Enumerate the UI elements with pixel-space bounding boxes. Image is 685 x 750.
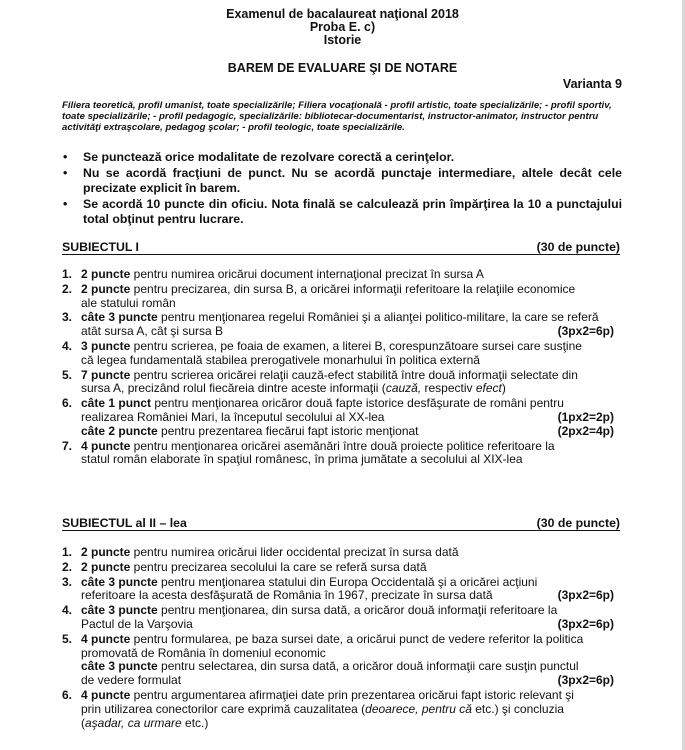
- item-text: că legea fundamentală stabilea prerogativele monarhului în politica externă: [81, 352, 480, 367]
- item-line: [81, 647, 622, 661]
- barem-item: [62, 546, 622, 560]
- italic-text: efect: [475, 381, 502, 396]
- item-text: de vedere formulat: [81, 673, 182, 688]
- item-line: [81, 440, 622, 454]
- exam-title: Examenul de bacalaureat naţional 2018: [226, 7, 459, 21]
- points-label: câte 1 punct: [81, 396, 152, 411]
- item-line: [81, 268, 622, 282]
- item-number: 4.: [62, 338, 73, 353]
- barem-item: [62, 633, 622, 688]
- score-formula: (3px2=6p): [557, 588, 614, 603]
- item-text: prin utilizarea conectorilor care exprimă cauzalitatea (: [81, 701, 366, 716]
- points-label: câte 3 puncte: [81, 659, 158, 674]
- item-number: 6.: [62, 396, 73, 411]
- item-text: realizarea României Mari, la începutul secolului al XX-lea: [81, 409, 385, 424]
- filiera-note: Filiera teoretică, profil umanist, toate specializările; Filiera vocaţională - profil artistic, toate specializările; - profil sportiv, toate specializările; - profil pedagogic, specializările: bibliotecar-documentarist, instructor-animator, instructor pentru activităţi extraşcolare, pedagog şcolar; - profil teologic, toate specializările.: [62, 100, 612, 133]
- item-text: promovată de România în domeniul economic: [81, 645, 326, 660]
- item-text: pentru selectarea, din sursa dată, a oricăror două informaţii care susţin punctul: [157, 659, 579, 674]
- item-line: [81, 297, 622, 311]
- barem-item: [62, 311, 622, 339]
- item-text: sursa A, precizând rolul fiecăreia dintre aceste informaţii (: [81, 381, 386, 396]
- points-label: câte 3 puncte: [81, 574, 158, 589]
- points-label: 4 puncte: [81, 687, 131, 702]
- points-label: 4 puncte: [81, 438, 131, 453]
- general-rules-list: [62, 150, 622, 228]
- item-text: pentru numirea oricărui lider occidental precizat în sursa dată: [130, 545, 459, 559]
- item-text: pentru formularea, pe baza sursei date, a oricărui punct de vedere referitor la politica: [130, 631, 584, 646]
- section-1-header: [62, 240, 620, 255]
- score-formula: (1px2=2p): [557, 409, 614, 424]
- item-number: 3.: [62, 574, 73, 589]
- rule-item: • Nu se acordă fracţiuni de punct. Nu se acordă punctaje intermediare, altele decât cele precizate explicit în barem.: [63, 166, 622, 195]
- item-line: [81, 325, 622, 339]
- item-text: statul român elaborate în spaţiul românesc, în prima jumătate a secolului al XIX-lea: [81, 452, 523, 467]
- barem-item: [62, 268, 622, 282]
- item-text: pentru argumentarea afirmaţiei date prin prezentarea oricărui fapt istoric relevant şi: [130, 687, 574, 702]
- points-label: 3 puncte: [81, 338, 131, 353]
- item-text: pentru precizarea, din sursa B, a oricărei informaţii referitoare la relaţiile economice: [130, 281, 576, 296]
- item-text: atât sursa A, cât şi sursa B: [81, 324, 224, 339]
- item-line: [81, 633, 622, 647]
- item-number: 2.: [62, 559, 73, 574]
- bullet-icon: •: [63, 150, 68, 164]
- points-label: câte 2 puncte: [81, 423, 158, 438]
- item-number: 2.: [62, 281, 73, 296]
- item-line: [81, 660, 622, 674]
- item-line: [81, 689, 622, 703]
- exam-proba: Proba E. c): [309, 20, 376, 34]
- item-line: [81, 703, 622, 717]
- item-number: 5.: [62, 631, 73, 646]
- italic-text: deoarece, pentru că: [365, 701, 472, 716]
- bullet-icon: •: [63, 166, 68, 180]
- points-label: 2 puncte: [81, 267, 131, 281]
- rule-item: • Se punctează orice modalitate de rezolvare corectă a cerinţelor.: [63, 150, 455, 164]
- exam-subject: Istorie: [323, 33, 362, 47]
- item-text: (: [81, 715, 85, 730]
- barem-item: [62, 397, 622, 438]
- barem-item: [62, 340, 622, 368]
- points-label: 2 puncte: [81, 559, 131, 574]
- points-label: 2 puncte: [81, 545, 131, 559]
- varianta-label: Varianta 9: [562, 77, 622, 91]
- item-text: ): [501, 381, 506, 396]
- item-text: etc.): [181, 715, 209, 730]
- barem-item: [62, 369, 622, 397]
- barem-item: [62, 576, 622, 604]
- section-2-header: [62, 516, 620, 531]
- item-text: pentru precizarea secolului la care se referă sursa dată: [130, 559, 427, 574]
- points-label: 2 puncte: [81, 281, 131, 296]
- barem-item: [62, 689, 622, 730]
- item-text: etc.) şi concluzia: [471, 701, 564, 716]
- score-formula: (3px2=6p): [557, 673, 614, 688]
- item-text: pentru menţionarea, din sursa dată, a oricăror două informaţii referitoare la: [157, 603, 558, 618]
- item-number: 7.: [62, 438, 73, 453]
- item-line: [81, 589, 622, 603]
- item-number: 5.: [62, 367, 73, 382]
- bullet-icon: •: [63, 197, 68, 211]
- section-2-title: SUBIECTUL al II – lea: [62, 516, 187, 530]
- points-label: câte 3 puncte: [81, 603, 158, 618]
- section-1-points: (30 de puncte): [536, 240, 620, 254]
- barem-title: BAREM DE EVALUARE ŞI DE NOTARE: [227, 61, 458, 75]
- italic-text: cauză,: [385, 381, 425, 396]
- item-line: [81, 576, 622, 590]
- item-line: [81, 674, 622, 688]
- item-text: pentru prezentarea fiecărui fapt istoric menţionat: [157, 423, 419, 438]
- points-label: câte 3 puncte: [81, 310, 158, 325]
- score-formula: (3px2=6p): [557, 616, 614, 631]
- item-line: [81, 546, 622, 560]
- item-text: pentru menţionarea statului din Europa Occidentală şi a oricărei acţiuni: [157, 574, 538, 589]
- item-line: [81, 604, 622, 618]
- section-1-items: [62, 268, 622, 468]
- item-line: [81, 354, 622, 368]
- section-2-items: [62, 546, 622, 731]
- item-line: [81, 453, 622, 467]
- item-line: [81, 397, 622, 411]
- barem-item: [62, 561, 622, 575]
- item-line: [81, 369, 622, 383]
- item-line: [81, 561, 622, 575]
- item-number: 1.: [62, 545, 73, 559]
- score-formula: (3px2=6p): [557, 324, 614, 339]
- item-line: [81, 283, 622, 297]
- section-1-title: SUBIECTUL I: [62, 240, 139, 254]
- item-line: [81, 411, 622, 425]
- item-text: pentru scrierea oricărei relaţii cauză-efect stabilită între două informaţii selectate din: [130, 367, 578, 382]
- item-text: pentru menţionarea oricăror două fapte istorice desfăşurate de români pentru: [151, 396, 564, 411]
- rule-item: • Se acordă 10 puncte din oficiu. Nota finală se calculează prin împărţirea la 10 a punctajului total obţinut pentru lucrare.: [63, 197, 622, 226]
- score-formula: (2px2=4p): [557, 423, 614, 438]
- item-text: referitoare la acesta desfăşurată de România în 1967, precizate în sursa dată: [81, 588, 493, 603]
- item-line: [81, 311, 622, 325]
- points-label: 7 puncte: [81, 367, 131, 382]
- barem-item: [62, 440, 622, 468]
- item-line: [81, 425, 622, 439]
- item-text: pentru menţionarea regelui României şi a alianţei politico-militare, la care se referă: [157, 310, 599, 325]
- item-number: 1.: [62, 267, 73, 281]
- item-text: pentru menţionarea oricărei asemănări între două proiecte politice referitoare la: [130, 438, 555, 453]
- item-text: respectiv: [424, 381, 476, 396]
- item-number: 6.: [62, 687, 73, 702]
- section-2-points: (30 de puncte): [536, 516, 620, 530]
- item-number: 3.: [62, 310, 73, 325]
- item-text: ale statului român: [81, 295, 176, 310]
- item-line: [81, 382, 622, 396]
- item-text: Pactul de la Varşovia: [81, 616, 193, 631]
- italic-text: aşadar, ca urmare: [85, 715, 182, 730]
- item-line: [81, 340, 622, 354]
- item-line: [81, 618, 622, 632]
- barem-item: [62, 283, 622, 311]
- item-text: pentru scrierea, pe foaia de examen, a literei B, corespunzătoare sursei care susţine: [130, 338, 582, 353]
- item-number: 4.: [62, 603, 73, 618]
- barem-item: [62, 604, 622, 632]
- item-line: [81, 717, 622, 731]
- points-label: 4 puncte: [81, 631, 131, 646]
- item-text: pentru numirea oricărui document internaţional precizat în sursa A: [130, 267, 484, 281]
